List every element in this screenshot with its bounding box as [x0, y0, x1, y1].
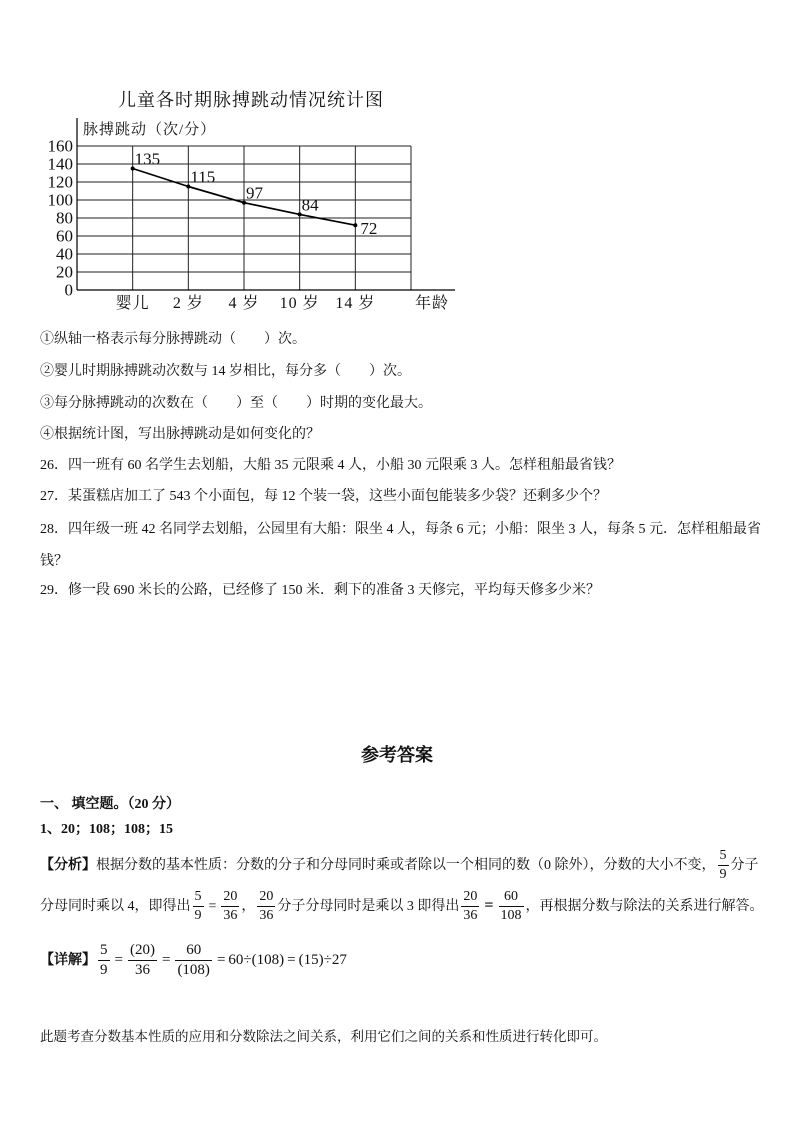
y-tick-label: 40 [56, 244, 73, 264]
y-tick-label: 20 [56, 262, 73, 282]
y-tick-label: 120 [47, 172, 73, 192]
question-sub-2: ②婴儿时期脉搏跳动次数与 14 岁相比，每分多（ ）次。 [40, 364, 411, 379]
section-title: 一、 填空题。（20 分） [40, 797, 180, 812]
x-category-label: 14 岁 [335, 295, 376, 312]
equals-sign: = [161, 952, 171, 968]
fraction-numerator: 5 [98, 943, 110, 961]
data-label: 72 [360, 219, 378, 239]
fraction-numerator: 20 [461, 890, 479, 907]
y-tick-label: 0 [64, 280, 73, 300]
fraction [718, 849, 729, 882]
analysis-text-end: ，再根据分数与除法的关系进行解答。 [525, 899, 764, 914]
fraction-denominator: 36 [134, 962, 150, 979]
question-27: 27．某蛋糕店加工了 543 个小面包，每 12 个装一袋，这些小面包能装多少袋？还剩多少个？ [40, 489, 607, 504]
fraction-numerator: (20) [128, 943, 157, 961]
equals-sign: = [484, 897, 494, 914]
chart-axes [77, 118, 455, 290]
y-tick-label: 160 [47, 136, 73, 156]
equals-sign: = [216, 952, 226, 968]
fraction-denominator: 9 [194, 908, 202, 924]
fraction [128, 943, 157, 978]
question-26: 26．四一班有 60 名学生去划船，大船 35 元限乘 4 人，小船 30 元限乘 3 人。怎样租船最省钱？ [40, 458, 621, 473]
question-sub-3: ③每分脉搏跳动的次数在（ ）至（ ）时期的变化最大。 [40, 396, 432, 411]
fraction [175, 943, 212, 978]
fraction-denominator: 36 [223, 908, 238, 924]
x-axis-label: 年龄 [414, 295, 450, 312]
question-28-line-1: 28．四年级一班 42 名同学去划船，公园里有大船：限坐 4 人，每条 6 元；小船：限坐 3 人，每条 5 元．怎样租船最省 [40, 522, 761, 537]
division-expression: 60÷(108) [228, 952, 285, 968]
x-category-label: 4 岁 [228, 295, 260, 312]
fraction-numerator: 60 [175, 943, 212, 961]
fraction-denominator: (108) [177, 962, 210, 979]
summary-text: 此题考查分数基本性质的应用和分数除法之间关系，利用它们之间的关系和性质进行转化即可。 [40, 1029, 607, 1044]
fraction [98, 943, 110, 978]
y-axis-label: 脉搏跳动（次/分） [83, 122, 217, 138]
fraction [461, 890, 479, 923]
y-tick-label: 100 [47, 190, 73, 210]
fraction-denominator: 9 [100, 962, 108, 979]
data-label: 84 [301, 195, 319, 215]
fraction [193, 890, 204, 923]
detail-line [40, 943, 347, 977]
comma: ， [241, 899, 256, 914]
division-expression: (15)÷27 [298, 952, 347, 968]
x-category-label: 2 岁 [172, 295, 204, 312]
fraction-numerator: 5 [193, 890, 204, 907]
question-sub-4: ④根据统计图，写出脉搏跳动是如何变化的？ [40, 427, 320, 442]
fraction-denominator: 108 [500, 908, 522, 924]
fraction-numerator: 20 [221, 890, 239, 907]
detail-label: 【详解】 [40, 953, 96, 968]
answers-heading: 参考答案 [361, 745, 433, 765]
chart-title: 儿童各时期脉搏跳动情况统计图 [118, 90, 384, 110]
x-category-label: 婴儿 [115, 295, 150, 312]
y-tick-label: 80 [56, 208, 73, 228]
analysis-text: 根据分数的基本性质：分数的分子和分母同时乘或者除以一个相同的数（0 除外），分数的大小不变， [96, 858, 716, 873]
equals-sign: = [208, 899, 217, 914]
analysis-text: 分母同时乘以 4，即得出 [40, 899, 191, 914]
detail-equation [96, 942, 347, 979]
question-sub-1: ①纵轴一格表示每分脉搏跳动（ ）次。 [40, 332, 306, 347]
fraction-numerator: 60 [499, 890, 524, 907]
fraction-denominator: 9 [719, 867, 727, 883]
chart-grid [77, 146, 411, 290]
fraction-numerator: 20 [257, 890, 275, 907]
fraction [499, 890, 524, 923]
fraction-numerator: 5 [718, 849, 729, 866]
equals-sign: = [114, 952, 123, 968]
question-29: 29．修一段 690 米长的公路，已经修了 150 米．剩下的准备 3 天修完，平均每天修多少米？ [40, 583, 600, 598]
fraction-denominator: 36 [259, 908, 274, 924]
x-category-labels [116, 294, 376, 312]
fraction [221, 890, 239, 923]
fraction [257, 890, 275, 923]
analysis-line-1 [40, 849, 759, 883]
analysis-text-end: 分子 [730, 858, 759, 873]
data-label: 97 [246, 183, 263, 203]
data-label: 135 [134, 149, 161, 169]
y-tick-label: 60 [56, 226, 73, 246]
x-category-label: 10 岁 [279, 295, 320, 312]
data-label: 115 [190, 167, 216, 187]
y-tick-labels [48, 137, 74, 300]
analysis-line-2 [40, 889, 764, 923]
fraction-denominator: 36 [463, 908, 478, 924]
data-labels [135, 150, 378, 239]
equals-sign: = [287, 952, 296, 968]
analysis-text: 分子分母同时是乘以 3 即得出 [277, 899, 460, 914]
data-point [353, 223, 357, 227]
pulse-rate-line-chart [40, 85, 470, 320]
y-tick-label: 140 [47, 154, 73, 174]
answer-1: 1、20；108；108；15 [40, 822, 173, 837]
analysis-label: 【分析】 [40, 858, 96, 873]
question-28-line-2: 钱？ [40, 554, 68, 569]
